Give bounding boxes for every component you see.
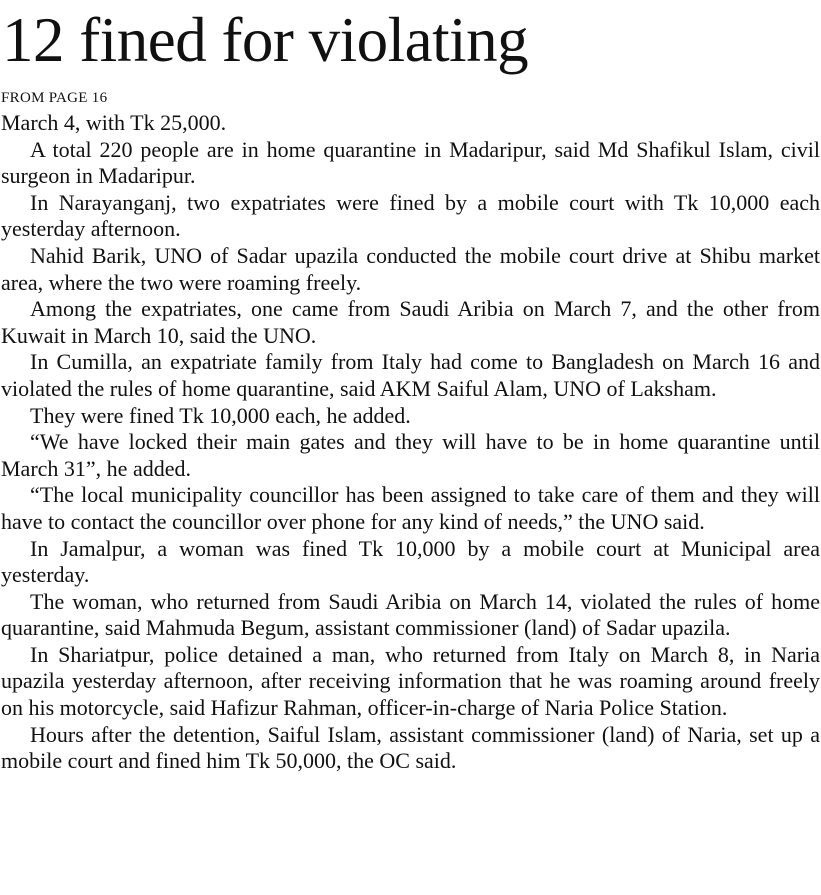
- article-paragraph: “The local municipality councillor has been assigned to take care of them and they will have to contact the councillor over phone for any kind of needs,” the UNO said.: [1, 482, 820, 534]
- article-paragraph: In Narayanganj, two expatriates were fined by a mobile court with Tk 10,000 each yesterday afternoon.: [1, 189, 820, 242]
- article-paragraph: Among the expatriates, one came from Saudi Aribia on March 7, and the other from Kuwait in March 10, said the UNO.: [1, 296, 820, 348]
- article-paragraph: March 4, with Tk 25,000.: [1, 110, 227, 135]
- article-headline: 12 fined for violating: [2, 5, 529, 75]
- article-paragraph: Nahid Barik, UNO of Sadar upazila conducted the mobile court drive at Shibu market area, where the two were roaming freely.: [1, 242, 820, 295]
- article-paragraph: The woman, who returned from Saudi Aribia on March 14, violated the rules of home quarantine, said Mahmuda Begum, assistant commissioner (land) of Sadar upazila.: [1, 588, 820, 641]
- article-paragraph: A total 220 people are in home quarantine in Madaripur, said Md Shafikul Islam, civil surgeon in Madaripur.: [1, 136, 820, 189]
- article-paragraph: In Jamalpur, a woman was fined Tk 10,000 by a mobile court at Municipal area yesterday.: [1, 535, 820, 588]
- continuation-label: FROM PAGE 16: [1, 90, 108, 106]
- article-paragraph: In Cumilla, an expatriate family from Italy had come to Bangladesh on March 16 and violated the rules of home quarantine, said AKM Saiful Alam, UNO of Laksham.: [1, 349, 820, 401]
- article-body: [0, 110, 820, 775]
- article-paragraph: Hours after the detention, Saiful Islam, assistant commissioner (land) of Naria, set up a mobile court and fined him Tk 50,000, the OC said.: [1, 721, 820, 774]
- article-paragraph: They were fined Tk 10,000 each, he added.: [30, 402, 411, 428]
- article-paragraph: “We have locked their main gates and they will have to be in home quarantine until March 31”, he added.: [1, 429, 820, 481]
- article-paragraph: In Shariatpur, police detained a man, who returned from Italy on March 8, in Naria upazila yesterday afternoon, after receiving information that he was roaming around freely on his motorcycle, said Hafizur Rahman, officer-in-charge of Naria Police Station.: [1, 641, 820, 721]
